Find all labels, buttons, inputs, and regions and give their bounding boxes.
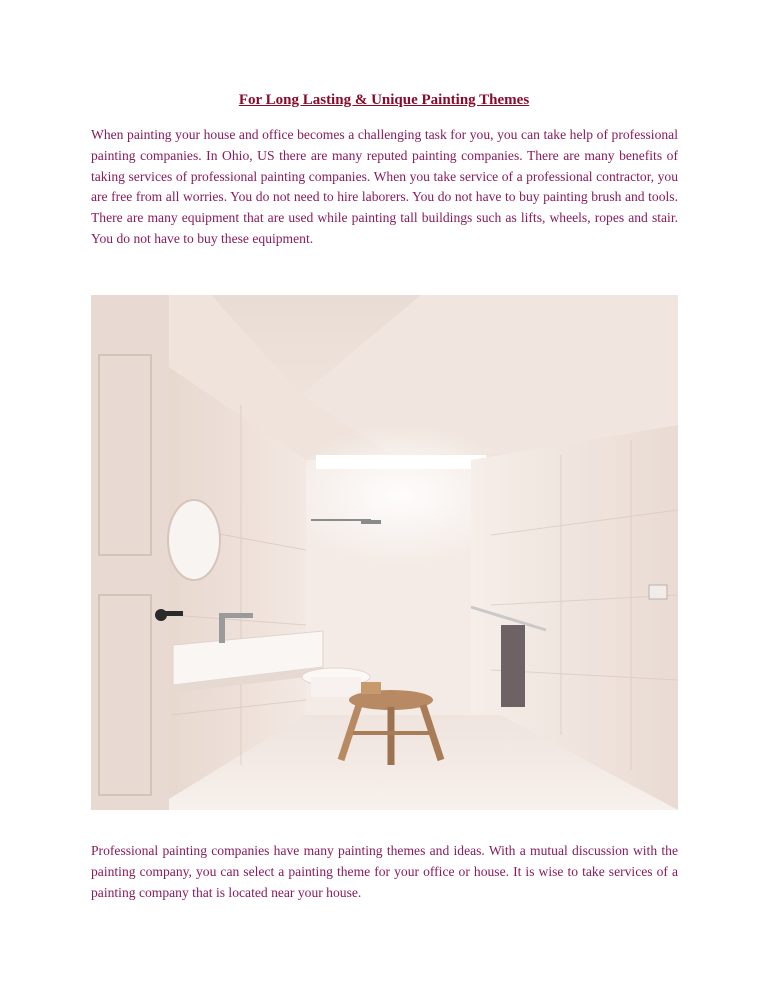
round-mirror bbox=[168, 500, 220, 580]
bathroom-photo bbox=[91, 295, 678, 810]
intro-paragraph: When painting your house and office becomes a challenging task for you, you can take help of professional painting companies. In Ohio, US there are many reputed painting companies. There are many benefits of taking services of professional painting companies. When you take service of a professional contractor, you are free from all worries. You do not need to hire laborers. You do not have to buy painting brush and tools. There are many equipment that are used while painting tall buildings such as lifts, wheels, ropes and stair. You do not have to buy these equipment. bbox=[91, 127, 678, 246]
page-title: For Long Lasting & Unique Painting Themes bbox=[238, 92, 530, 108]
light-switch bbox=[649, 585, 667, 599]
second-paragraph: Professional painting companies have many painting themes and ideas. With a mutual discussion with the painting company, you can select a painting theme for your office or house. It is wise to take services of a painting company that is located near your house. bbox=[91, 843, 678, 900]
towel bbox=[501, 625, 525, 707]
shower-head bbox=[361, 520, 381, 524]
door bbox=[91, 295, 169, 810]
